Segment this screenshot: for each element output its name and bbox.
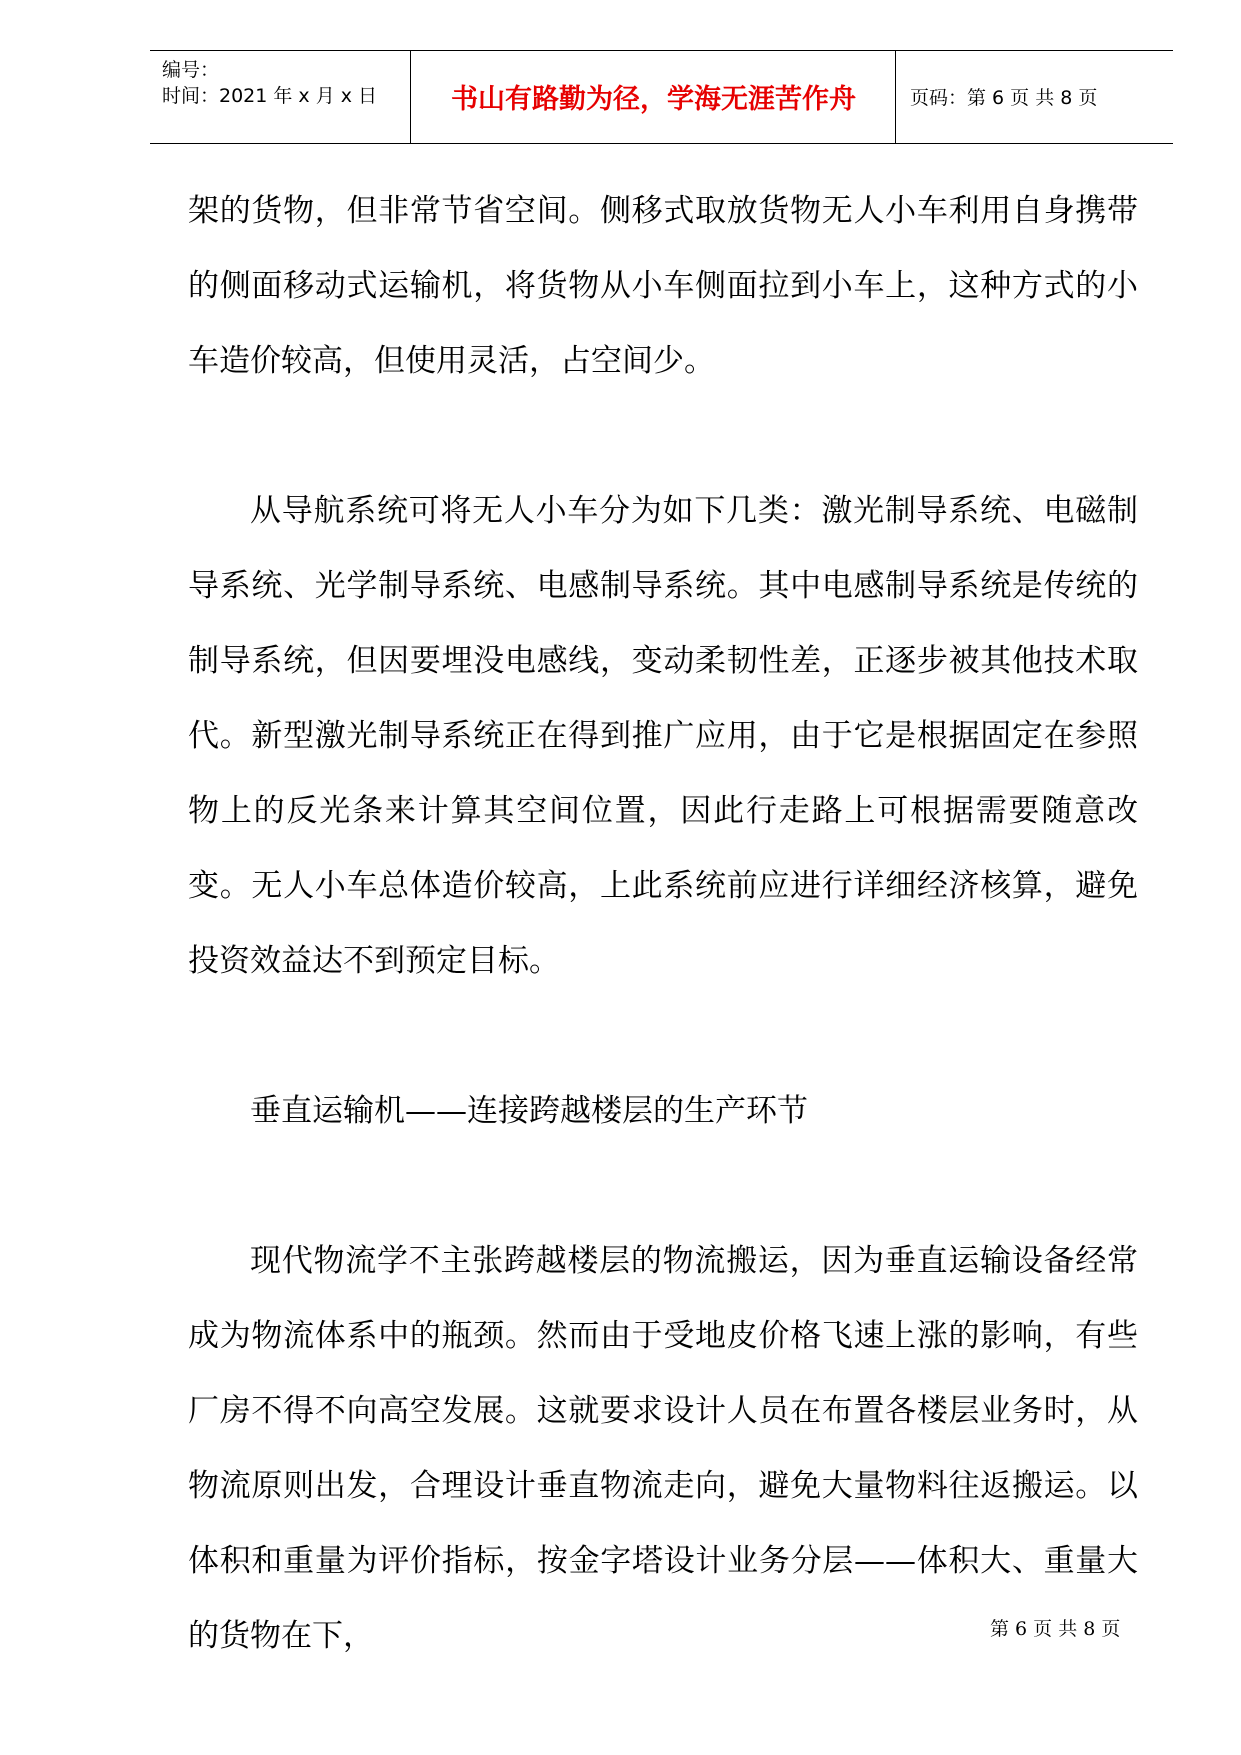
paragraph-continued: 架的货物，但非常节省空间。侧移式取放货物无人小车利用自身携带的侧面移动式运输机，将货物从小车侧面拉到小车上，这种方式的小车造价较高，但使用灵活，占空间少。 — [188, 193, 1138, 379]
section-heading: 垂直运输机——连接跨越楼层的生产环节 — [250, 1093, 808, 1129]
document-number-label: 编号： — [162, 59, 220, 81]
page-footer: 第 6 页 共 8 页 — [990, 1618, 1121, 1640]
paragraph-spacer — [188, 999, 1138, 1074]
paragraph-spacer — [188, 1149, 1138, 1224]
document-body — [188, 174, 1138, 1674]
header-divider-left — [410, 51, 411, 143]
header-page-number: 页码：第 6 页 共 8 页 — [910, 87, 1098, 109]
paragraph-vertical-transport: 现代物流学不主张跨越楼层的物流搬运，因为垂直运输设备经常成为物流体系中的瓶颈。然而由于受地皮价格飞速上涨的影响，有些厂房不得不向高空发展。这就要求设计人员在布置各楼层业务时，从物流原则出发，合理设计垂直物流走向，避免大量物料往返搬运。以体积和重量为评价指标，按金字塔设计业务分层——体积大、重量大的货物在下， — [188, 1243, 1138, 1654]
paragraph-spacer — [188, 399, 1138, 474]
document-time-label: 时间：2021 年 x 月 x 日 — [162, 85, 378, 107]
header-motto: 书山有路勤为径，学海无涯苦作舟 — [451, 84, 856, 115]
page-header — [150, 50, 1173, 144]
header-divider-right — [895, 51, 896, 143]
paragraph-navigation-systems: 从导航系统可将无人小车分为如下几类：激光制导系统、电磁制导系统、光学制导系统、电感制导系统。其中电感制导系统是传统的制导系统，但因要埋没电感线，变动柔韧性差，正逐步被其他技术取代。新型激光制导系统正在得到推广应用，由于它是根据固定在参照物上的反光条来计算其空间位置，因此行走路上可根据需要随意改变。无人小车总体造价较高，上此系统前应进行详细经济核算，避免投资效益达不到预定目标。 — [188, 493, 1138, 979]
header-meta — [162, 57, 377, 109]
